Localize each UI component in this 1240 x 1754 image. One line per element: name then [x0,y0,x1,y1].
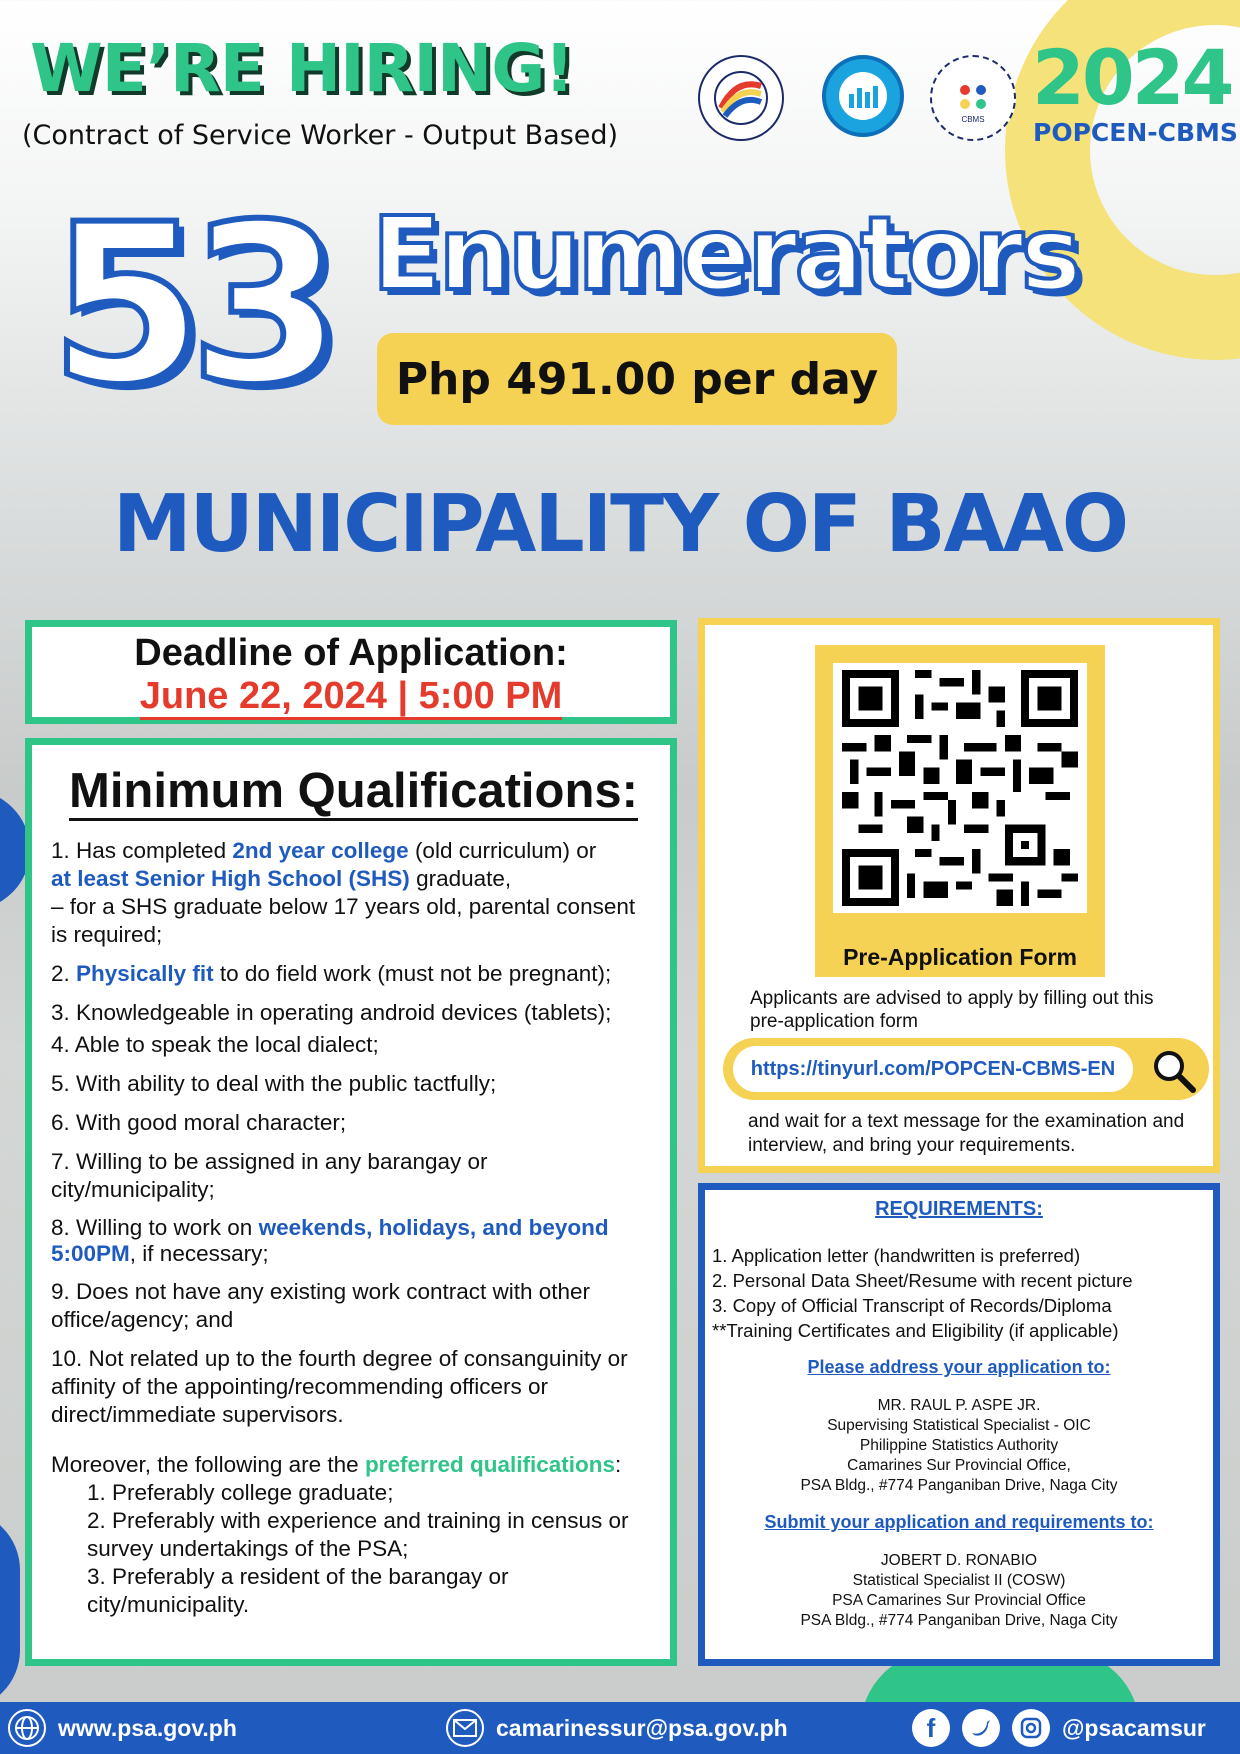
municipality-title: MUNICIPALITY OF BAAO [112,478,1128,570]
qualification-item: 4. Able to speak the local dialect; [51,1032,379,1057]
submit-heading: Submit your application and requirements to: [764,1512,1154,1532]
qualification-item: 10. Not related up to the fourth degree of consanguinity or affinity of the appointing/recommending officers or direct/immediate supervisors. [51,1346,628,1427]
pre-application-panel [698,618,1220,1173]
qr-frame [815,645,1105,977]
qualification-item: 6. With good moral character; [51,1110,347,1135]
decorative-blue-shape [0,1510,20,1710]
email-link[interactable]: camarinessur@psa.gov.ph [446,1702,788,1754]
enumerator-count: 53 [50,177,329,433]
requirements-list [712,1243,1213,1343]
preferred-item: 3. Preferably a resident of the barangay or city/municipality. [87,1564,509,1617]
preferred-item: 1. Preferably college graduate; [87,1480,394,1505]
twitter-icon[interactable] [962,1709,1000,1747]
qualification-item: 1. Has completed 2nd year college (old curriculum) or at least Senior High School (SHS) graduate, – for a SHS graduate below 17 years old, parental consent is required; [51,838,636,947]
svg-text:CBMS: CBMS [961,115,985,124]
instagram-icon[interactable] [1012,1709,1050,1747]
globe-icon [8,1709,46,1747]
url-pill [723,1038,1209,1100]
year-text: 2024 [1032,33,1232,122]
facebook-icon[interactable]: f [912,1709,950,1747]
position-title: Enumerators [372,195,1079,314]
qualifications-title: Minimum Qualifications: [51,763,656,819]
preferred-item: 2. Preferably with experience and training in census or survey undertakings of the PSA; [87,1508,629,1561]
year-2024 [1032,33,1232,122]
deadline-box [25,620,677,724]
qualification-item: 7. Willing to be assigned in any barangay or city/municipality; [51,1149,488,1202]
hiring-title: WE’RE HIRING! [30,30,574,107]
pay-rate-badge: Php 491.00 per day [377,333,897,425]
qr-caption: Pre-Application Form [843,944,1077,970]
contract-type: (Contract of Service Worker - Output Based) [22,120,619,151]
requirements-title: REQUIREMENTS: [875,1198,1043,1220]
requirement-item: 1. Application letter (handwritten is preferred) [712,1245,1081,1266]
qr-code[interactable] [833,663,1087,913]
qualification-item: 9. Does not have any existing work contract with other office/agency; and [51,1279,591,1332]
requirement-item: **Training Certificates and Eligibility (if applicable) [712,1320,1119,1341]
submit-block: JOBERT D. RONABIO Statistical Specialist II (COSW) PSA Camarines Sur Provincial Office PSA Bldg., #774 Panganiban Drive, Naga City [800,1552,1118,1629]
application-url-link[interactable]: https://tinyurl.com/POPCEN-CBMS-EN [733,1046,1133,1092]
census-of-population-logo-icon [822,55,904,137]
search-icon[interactable] [1151,1048,1197,1099]
deadline-date: June 22, 2024 | 5:00 PM [140,675,563,720]
requirements-panel [698,1183,1220,1666]
address-block: MR. RAUL P. ASPE JR. Supervising Statistical Specialist - OIC Philippine Statistics Authority Camarines Sur Provincial Office, PSA Bldg., #774 Panganiban Drive, Naga City [800,1397,1118,1494]
qualifications-box [25,738,677,1666]
program-name: POPCEN-CBMS [1033,118,1238,147]
cbms-logo-icon [930,55,1016,141]
social-links[interactable]: f @psacamsur [912,1702,1206,1754]
qualification-item: 3. Knowledgeable in operating android devices (tablets); [51,1000,612,1025]
address-heading: Please address your application to: [807,1357,1111,1377]
qualification-item: 5. With ability to deal with the public tactfully; [51,1071,497,1096]
mail-icon [446,1709,484,1747]
qualification-item: 2. Physically fit to do field work (must not be pregnant); [51,961,612,986]
psa-logo-icon [698,55,784,141]
website-link[interactable]: www.psa.gov.ph [8,1702,237,1754]
deadline-label: Deadline of Application: [134,632,568,674]
requirement-item: 2. Personal Data Sheet/Resume with recent picture [712,1270,1133,1291]
requirement-item: 3. Copy of Official Transcript of Records/Diploma [712,1295,1112,1316]
preferred-qualifications: Moreover, the following are the preferred qualifications: 1. Preferably college graduate; 2. Preferably with experience and training in census or survey undertakings of the PSA; 3. Preferably a resident of the barangay or city/municipality. [51,1451,656,1619]
application-advice: Applicants are advised to apply by filling out this pre-application form [750,988,1154,1032]
qualification-item: 8. Willing to work on weekends, holidays, and beyond 5:00PM, if necessary; [51,1215,609,1266]
footer-bar [0,1702,1240,1754]
application-followup: and wait for a text message for the examination and interview, and bring your requirements. [748,1111,1185,1156]
